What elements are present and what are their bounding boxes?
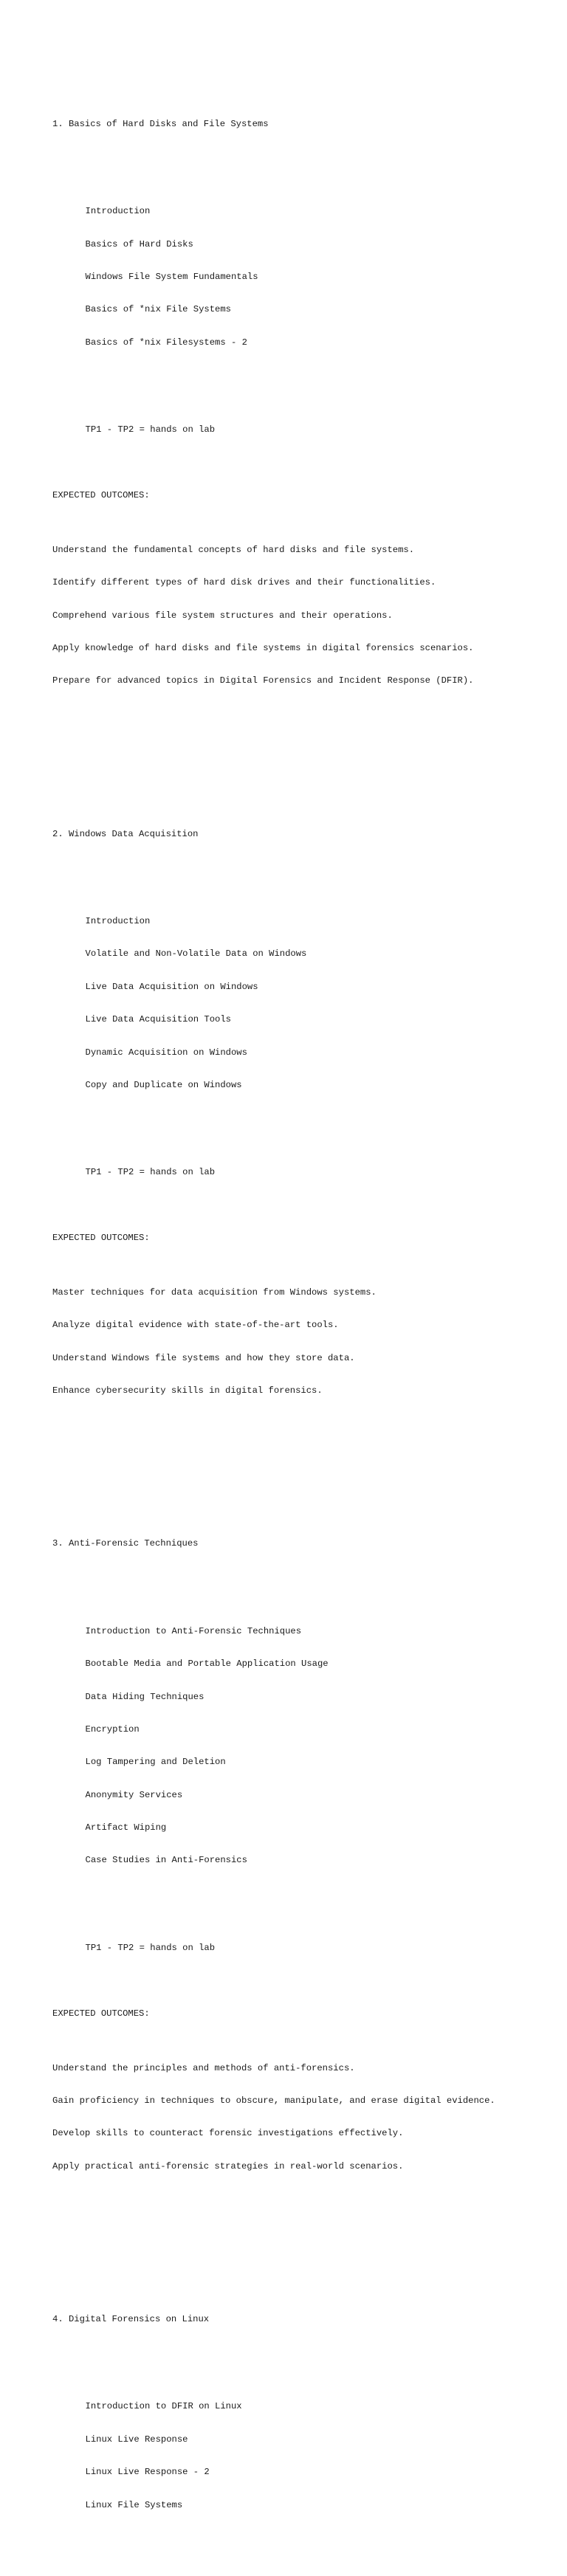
topic-item: Introduction to Anti-Forensic Techniques: [85, 1625, 302, 1636]
outcome-list: [52, 523, 567, 709]
outcome-list: [52, 1265, 567, 1418]
spacer: [52, 392, 567, 403]
spacer: [52, 1200, 567, 1211]
topic-item: Basics of *nix Filesystems - 2: [85, 337, 247, 348]
topic-item: Live Data Acquisition Tools: [85, 1014, 231, 1025]
section-heading: 2. Windows Data Acquisition: [52, 828, 199, 839]
outcome-item: Analyze digital evidence with state-of-the-art tools.: [52, 1320, 339, 1331]
topic-item: Basics of *nix File Systems: [85, 304, 231, 315]
section-heading: 3. Anti-Forensic Techniques: [52, 1538, 199, 1549]
spacer: [52, 1975, 567, 1986]
topic-item: Anonymity Services: [85, 1789, 183, 1800]
section-3: [52, 1517, 567, 2248]
topic-list: [52, 894, 567, 1112]
spacer: [52, 1440, 567, 1451]
section-2: [52, 807, 567, 1473]
topic-list: [52, 185, 567, 371]
topic-item: Dynamic Acquisition on Windows: [85, 1047, 247, 1058]
outcome-list: [52, 2041, 567, 2194]
outcome-item: Understand the principles and methods of anti-forensics.: [52, 2062, 355, 2073]
topic-item: Case Studies in Anti-Forensics: [85, 1855, 247, 1866]
topic-list: [52, 2380, 567, 2532]
lab-note: TP1 - TP2 = hands on lab: [85, 1942, 216, 1953]
spacer: [52, 730, 567, 741]
topic-item: Volatile and Non-Volatile Data on Windows: [85, 948, 307, 960]
topic-item: Introduction: [85, 915, 151, 926]
section-1: [52, 97, 567, 763]
topic-item: Log Tampering and Deletion: [85, 1757, 226, 1768]
topic-item: Linux Live Response: [85, 2434, 188, 2445]
spacer: [52, 2216, 567, 2227]
outcome-item: Develop skills to counteract forensic investigations effectively.: [52, 2128, 404, 2139]
section-heading: 1. Basics of Hard Disks and File Systems: [52, 118, 269, 129]
lab-note: TP1 - TP2 = hands on lab: [85, 424, 216, 435]
outcome-item: Comprehend various file system structures and their operations.: [52, 610, 393, 621]
topic-item: Introduction to DFIR on Linux: [85, 2401, 242, 2412]
topic-item: Linux File Systems: [85, 2499, 183, 2510]
outcomes-label: EXPECTED OUTCOMES:: [52, 1233, 150, 1244]
topic-item: Encryption: [85, 1723, 140, 1735]
topic-item: Data Hiding Techniques: [85, 1691, 205, 1702]
spacer: [52, 1909, 567, 1921]
topic-item: Live Data Acquisition on Windows: [85, 981, 258, 992]
topic-item: Copy and Duplicate on Windows: [85, 1079, 242, 1090]
outcomes-label: EXPECTED OUTCOMES:: [52, 489, 150, 500]
outcomes-label: EXPECTED OUTCOMES:: [52, 2008, 150, 2019]
topic-item: Artifact Wiping: [85, 1822, 167, 1833]
topic-item: Linux Live Response - 2: [85, 2467, 210, 2478]
section-heading: 4. Digital Forensics on Linux: [52, 2313, 210, 2324]
spacer: [52, 1134, 567, 1146]
spacer: [52, 1571, 567, 1583]
topic-list: [52, 1604, 567, 1888]
spacer: [52, 151, 567, 162]
outcome-item: Understand Windows file systems and how they store data.: [52, 1352, 355, 1363]
topic-item: Windows File System Fundamentals: [85, 271, 258, 282]
document-page: [52, 53, 567, 2576]
topic-item: Basics of Hard Disks: [85, 238, 193, 249]
lab-note: TP1 - TP2 = hands on lab: [85, 1167, 216, 1178]
outcome-item: Apply practical anti-forensic strategies in real-world scenarios.: [52, 2160, 404, 2172]
outcome-item: Master techniques for data acquisition from Windows systems.: [52, 1287, 377, 1298]
topic-item: Bootable Media and Portable Application Usage: [85, 1659, 329, 1670]
outcome-item: Prepare for advanced topics in Digital Forensics and Incident Response (DFIR).: [52, 675, 474, 686]
spacer: [52, 2346, 567, 2358]
outcome-item: Identify different types of hard disk drives and their functionalities.: [52, 577, 436, 588]
outcome-item: Understand the fundamental concepts of hard disks and file systems.: [52, 544, 415, 555]
outcome-item: Enhance cybersecurity skills in digital forensics.: [52, 1385, 323, 1397]
topic-item: Introduction: [85, 206, 151, 217]
outcome-item: Apply knowledge of hard disks and file systems in digital forensics scenarios.: [52, 643, 474, 654]
spacer: [52, 457, 567, 468]
spacer: [52, 861, 567, 872]
outcome-item: Gain proficiency in techniques to obscure, manipulate, and erase digital evidence.: [52, 2095, 495, 2107]
section-4: [52, 2292, 567, 2554]
